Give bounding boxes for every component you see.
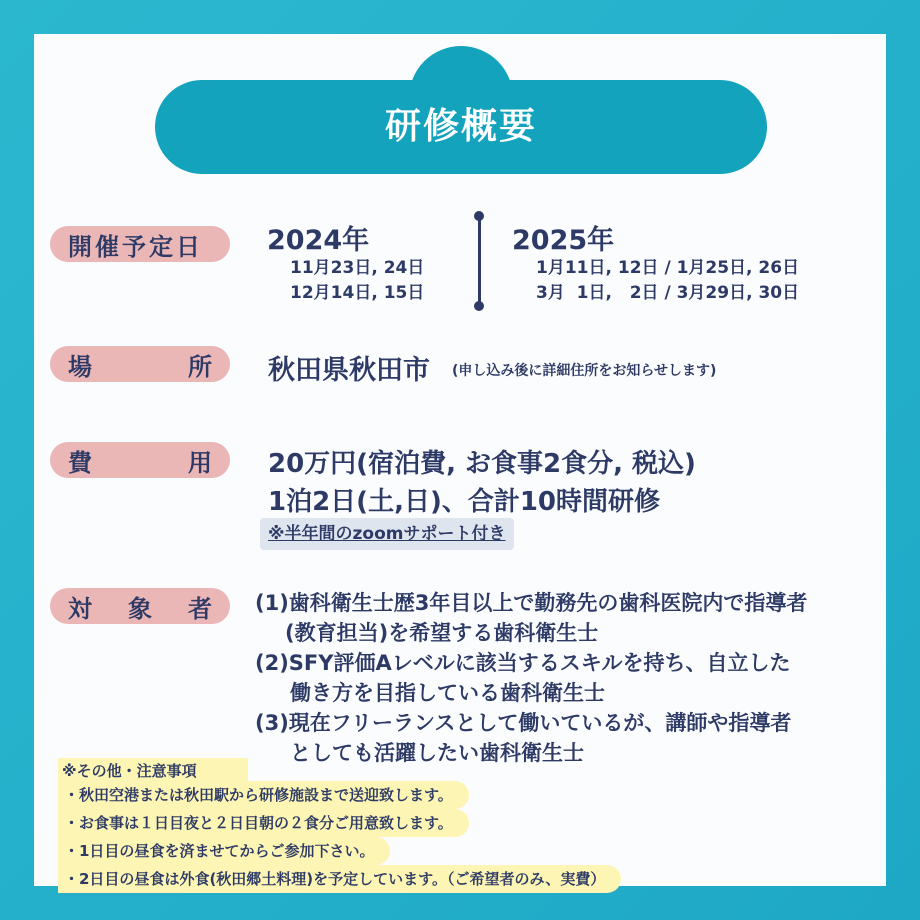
target-line-1: (1)歯科衛生士歴3年目以上で勤務先の歯科医院内で指導者 xyxy=(255,591,808,615)
note-item-4: ・2日目の昼食は外食(秋田郷土料理)を予定しています。（ご希望者のみ、実費） xyxy=(58,865,621,893)
dates-2024-line1: 11月23日, 24日 xyxy=(290,258,425,278)
place-city: 秋田県秋田市 xyxy=(268,355,430,386)
label-target xyxy=(50,588,230,624)
note-item-1: ・秋田空港または秋田駅から研修施設まで送迎致します。 xyxy=(58,781,469,809)
divider-bottom-dot xyxy=(474,301,484,311)
label-target-char1: 対 xyxy=(68,594,92,623)
target-line-4: 働き方を目指している歯科衛生士 xyxy=(290,681,605,705)
label-target-char3: 者 xyxy=(188,594,212,623)
dates-2025-line1: 1月11日, 12日 / 1月25日, 26日 xyxy=(536,258,800,278)
dates-2024-line2: 12月14日, 15日 xyxy=(290,283,425,303)
target-line-2: (教育担当)を希望する歯科衛生士 xyxy=(285,621,599,645)
zoom-support-badge: ※半年間のzoomサポート付き xyxy=(260,518,514,550)
fee-line1: 20万円(宿泊費, お食事2食分, 税込) xyxy=(268,449,696,479)
label-fee-char1: 費 xyxy=(68,448,92,477)
fee-line2: 1泊2日(土,日)、合計10時間研修 xyxy=(268,487,661,517)
label-target-char2: 象 xyxy=(128,594,152,623)
page-title: 研修概要 xyxy=(384,106,537,147)
target-line-5: (3)現在フリーランスとして働いているが、講師や指導者 xyxy=(255,711,792,735)
year-2024: 2024年 xyxy=(267,225,370,256)
place-note: (申し込み後に詳細住所をお知らせします) xyxy=(452,363,717,379)
target-line-3: (2)SFY評価Aレベルに該当するスキルを持ち、自立した xyxy=(255,651,791,675)
year-2025: 2025年 xyxy=(512,225,615,256)
target-line-6: としても活躍したい歯科衛生士 xyxy=(290,741,584,765)
label-place-char1: 場 xyxy=(68,352,92,381)
dates-2025-line2: 3月 1日, 2日 / 3月29日, 30日 xyxy=(536,283,800,303)
note-item-2: ・お食事は１日目夜と２日目朝の２食分ご用意致します。 xyxy=(58,809,469,837)
year-divider xyxy=(478,216,481,306)
label-place-char2: 所 xyxy=(188,352,212,381)
label-dates xyxy=(50,226,230,262)
label-dates-text: 開催予定日 xyxy=(68,232,203,261)
label-fee xyxy=(50,442,230,478)
label-fee-char2: 用 xyxy=(188,448,212,477)
notes-heading: ※その他・注意事項 xyxy=(58,758,248,784)
label-place xyxy=(50,346,230,382)
note-item-3: ・1日目の昼食を済ませてからご参加下さい。 xyxy=(58,837,390,865)
